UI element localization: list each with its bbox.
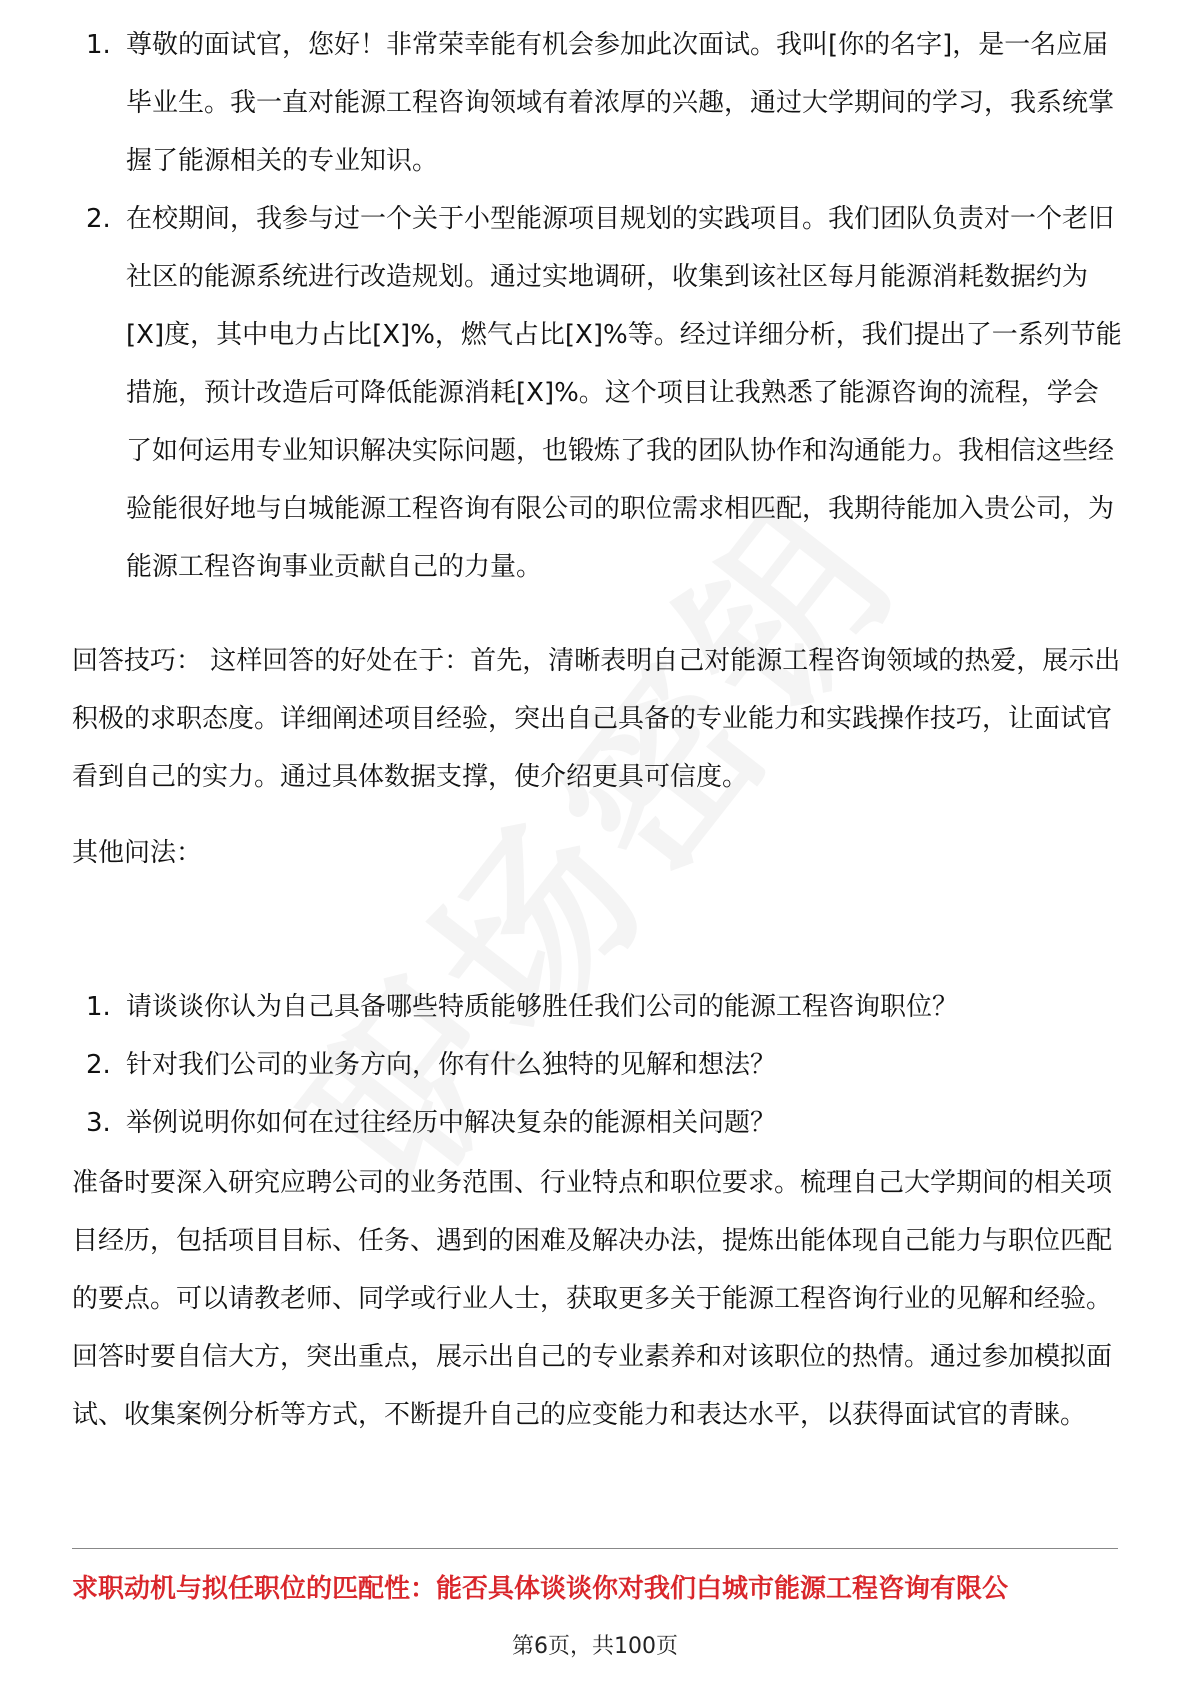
answer-tips: 回答技巧： 这样回答的好处在于：首先，清晰表明自己对能源工程咨询领域的热爱，展示出积极的求职态度。详细阐述项目经验，突出自己具备的专业能力和实践操作技巧，让面试官看到自己的实力。通过具体数据支撑，使介绍更具可信度。 [72, 646, 1121, 792]
other-question-item [72, 1094, 1122, 1152]
answer-item-number: 2. [86, 204, 111, 234]
answer-item-text: 尊敬的面试官，您好！非常荣幸能有机会参加此次面试。我叫[你的名字]，是一名应届毕业生。我一直对能源工程咨询领域有着浓厚的兴趣，通过大学期间的学习，我系统掌握了能源相关的专业知识。 [126, 30, 1115, 176]
other-question-item [72, 1036, 1122, 1094]
other-questions-list [72, 978, 1122, 1152]
answer-list [72, 24, 1122, 596]
preparation-advice: 准备时要深入研究应聘公司的业务范围、行业特点和职位要求。梳理自己大学期间的相关项目经历，包括项目目标、任务、遇到的困难及解决办法，提炼出能体现自己能力与职位匹配的要点。可以请教老师、同学或行业人士，获取更多关于能源工程咨询行业的见解和经验。回答时要自信大方，突出重点，展示出自己的专业素养和对该职位的热情。通过参加模拟面试、收集案例分析等方式，不断提升自己的应变能力和表达水平，以获得面试官的青睐。 [72, 1168, 1113, 1430]
other-question-text: 举例说明你如何在过往经历中解决复杂的能源相关问题？ [126, 1108, 777, 1138]
other-question-number: 2. [86, 1050, 111, 1080]
other-question-text: 针对我们公司的业务方向，你有什么独特的见解和想法？ [126, 1050, 777, 1080]
other-question-item [72, 978, 1122, 1036]
answer-item-number: 1. [86, 30, 111, 60]
other-question-text: 请谈谈你认为自己具备哪些特质能够胜任我们公司的能源工程咨询职位？ [126, 992, 959, 1022]
other-questions-label: 其他问法： [72, 838, 203, 868]
answer-item-text: 在校期间，我参与过一个关于小型能源项目规划的实践项目。我们团队负责对一个老旧社区的能源系统进行改造规划。通过实地调研，收集到该社区每月能源消耗数据约为[X]度，其中电力占比[X]%，燃气占比[X]%等。经过详细分析，我们提出了一系列节能措施，预计改造后可降低能源消耗[X]%。这个项目让我熟悉了能源咨询的流程，学会了如何运用专业知识解决实际问题，也锻炼了我的团队协作和沟通能力。我相信这些经验能很好地与白城能源工程咨询有限公司的职位需求相匹配，我期待能加入贵公司，为能源工程咨询事业贡献自己的力量。 [126, 204, 1122, 582]
other-question-number: 1. [86, 992, 111, 1022]
other-question-number: 3. [86, 1108, 111, 1138]
page-top-clip [0, 0, 1190, 14]
answer-item [72, 16, 1122, 190]
answer-item [72, 190, 1122, 596]
next-question-heading: 求职动机与拟任职位的匹配性：能否具体谈谈你对我们白城市能源工程咨询有限公 [72, 1574, 1009, 1604]
section-divider [72, 1548, 1118, 1549]
page-number-footer: 第6页，共100页 [512, 1634, 678, 1659]
